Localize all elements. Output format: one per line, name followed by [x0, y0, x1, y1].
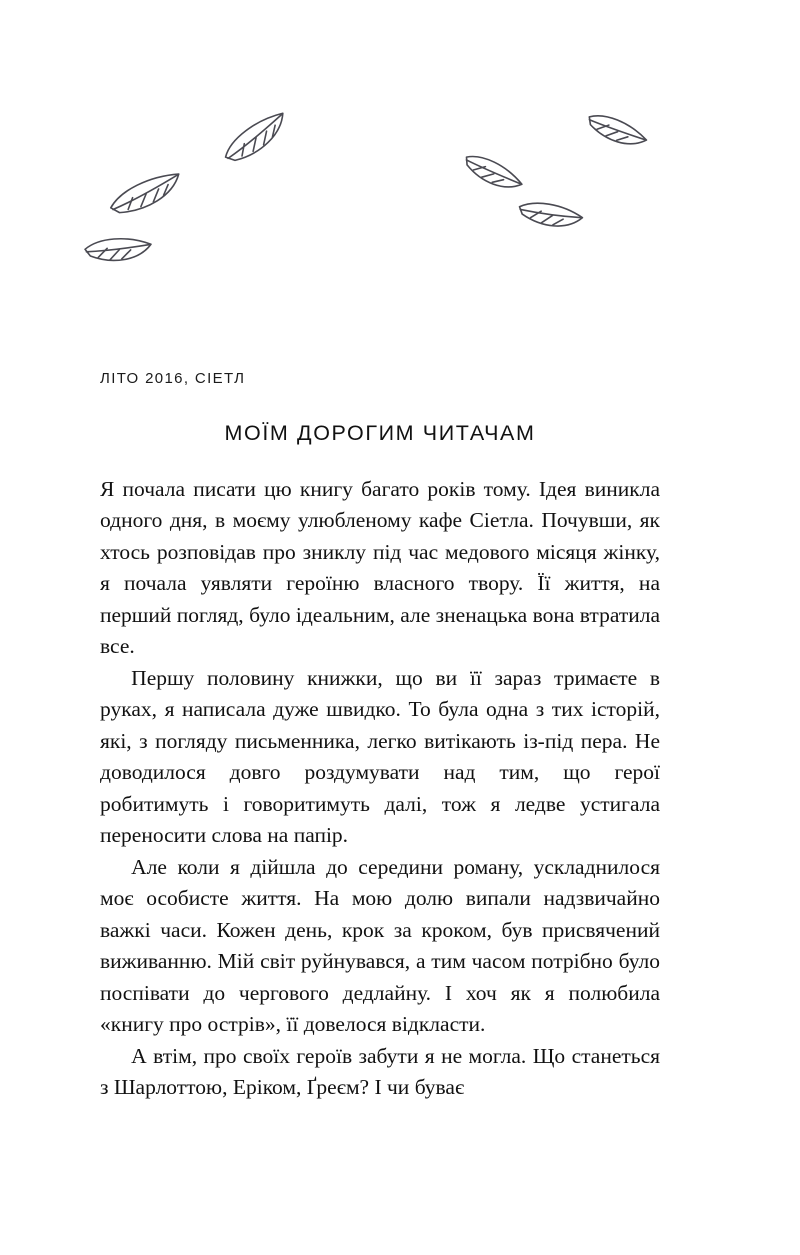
paragraph: Але коли я дійшла до середини роману, ускладнилося моє особисте життя. На мою долю випали надзвичайно важкі часи. Кожен день, крок за кроком, був присвячений виживанню. Мій світ руйнувався, а тим часом потрібно було поспівати до чергового дедлайну. І хоч як я полюбила «книгу про острів», її довелося відкласти.: [100, 854, 660, 1037]
leaves-ornament: [60, 100, 720, 300]
paragraph: Я почала писати цю книгу багато років тому. Ідея виникла одного дня, в моєму улюбленому кафе Сіетла. Почувши, як хтось розповідав про зниклу під час медового місяця жінку, я почала уявляти героїню власного твору. Її життя, на перший погляд, було ідеальним, але зненацька вона втратила все.: [100, 477, 660, 659]
dateline: ЛІТО 2016, СІЕТЛ: [100, 370, 246, 387]
leaf-icon: [463, 142, 522, 202]
leaves-ornament-svg: [60, 100, 720, 300]
leaf-icon: [107, 174, 183, 214]
leaf-icon: [517, 187, 583, 241]
leaf-icon: [586, 101, 647, 160]
text-column: [100, 370, 660, 1104]
body-text: [100, 474, 660, 1104]
leaf-icon: [84, 227, 151, 271]
paragraph: А втім, про своїх героїв забути я не могла. Що станеться з Шарлоттою, Еріком, Ґреєм? І чи буває: [100, 1043, 660, 1100]
paragraph: Першу половину книжки, що ви її зараз тримаєте в руках, я написала дуже швидко. То була одна з тих історій, які, з погляду письменника, легко витікають із-під пера. Не доводилося довго роздумувати над тим, що герої робитимуть і говоритимуть далі, тож я ледве устигала переносити слова на папір.: [100, 665, 660, 848]
page-title: МОЇМ ДОРОГИМ ЧИТАЧАМ: [224, 421, 536, 445]
leaf-icon: [218, 113, 292, 163]
